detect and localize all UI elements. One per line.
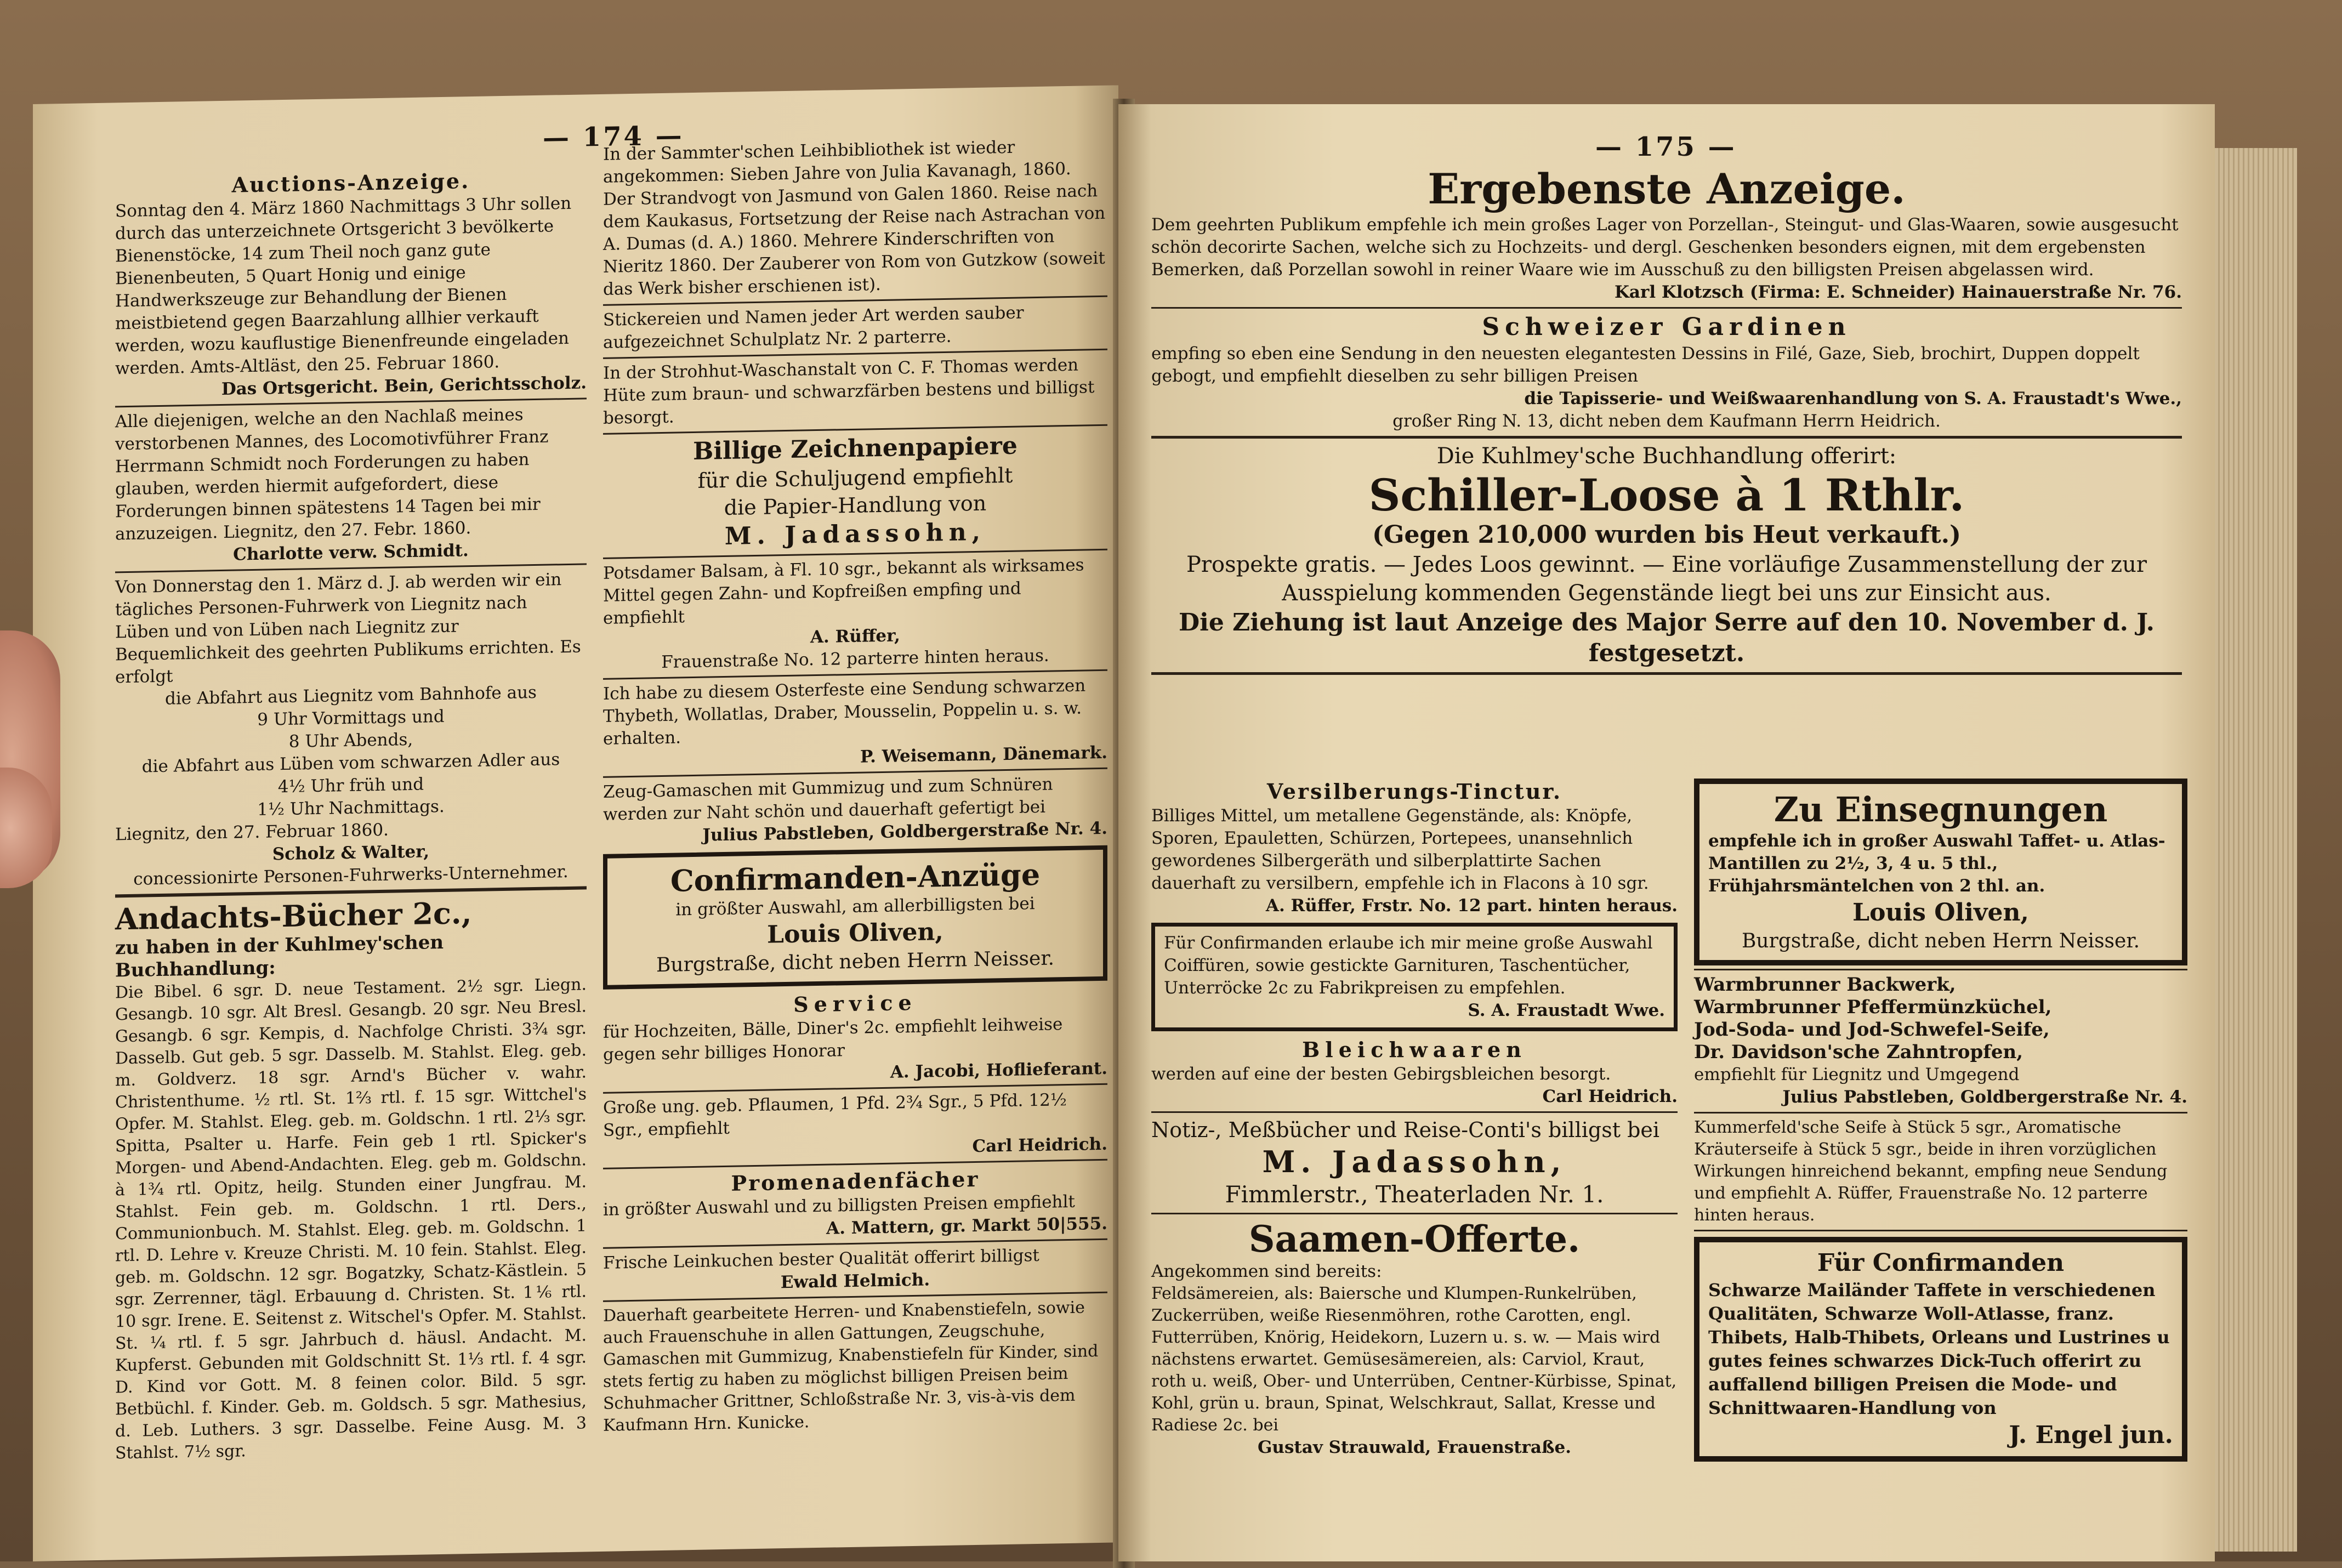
balsam-name: A. Rüffer, xyxy=(810,626,900,647)
andacht-title: Andachts-Bücher 2c., xyxy=(115,895,472,937)
lein-text: Frische Leinkuchen bester Qualität offerirt billigst xyxy=(603,1245,1039,1273)
fuhr-sign-sub: concessionirte Personen-Fuhrwerks-Unternehmer. xyxy=(133,861,569,889)
tinct-title: Versilberungs-Tinctur. xyxy=(1266,779,1562,804)
warm-name: Julius Pabstleben, Goldbergerstraße Nr. 4. xyxy=(1782,1087,2187,1107)
promen-title: Promenadenfächer xyxy=(731,1166,980,1196)
service-title: Service xyxy=(793,990,917,1017)
auction-text: Sonntag den 4. März 1860 Nachmittags 3 Uhr sollen durch das unterzeichnete Ortsgericht 3 bevölkerte Bienenstöcke, 14 zum Theil noch ganz gute Bienenbeuten, 5 Quart Honig und einige Handwerkszeuge zur Behandlung der Bienen meistbietend gegen Baarzahlung allhier verkauft werden, wozu kauflustige Bienenfreunde eingeladen werden. Amts-Altläst, den 25. Februar 1860. xyxy=(115,193,572,379)
fuer-text: Schwarze Mailänder Taffete in verschiedenen Qualitäten, Schwarze Woll-Atlasse, franz. Thibets, Halb-Thibets, Orleans und Lustrines u gutes feines schwarzes Dick-Tuch offerirt zu auffallend billigen Preisen die Mode- und Schnittwaaren-Handlung von xyxy=(1708,1280,2170,1418)
gamasch-text: Zeug-Gamaschen mit Gummizug und zum Schnüren werden zur Naht schön und dauerhaft gefertigt bei xyxy=(603,774,1053,825)
warm-line: Warmbrunner Pfeffermünzküchel, xyxy=(1694,996,2052,1018)
leih-text: In der Sammter'schen Leihbibliothek ist wieder angekommen: Sieben Jahre von Julia Kavanagh, 1860. Der Strandvogt von Jasmund von Galen 1860. Reise nach dem Kaukasus, Fortsetzung der Reise nach Astrachan von A. Dumas (d. A.) 1860. Mehrere Kinderschriften von Nieritz 1860. Der Zauberer von Rom von Gutzkow (soweit das Werk bisher erschienen ist). xyxy=(603,137,1106,299)
open-book xyxy=(22,82,2303,1561)
oster-text: Ich habe zu diesem Osterfeste eine Sendung schwarzen Thybeth, Wollatlas, Draber, Mousselin, Poppelin u. s. w. erhalten. xyxy=(603,675,1086,749)
tinct-name: A. Rüffer, Frstr. No. 12 part. hinten heraus. xyxy=(1265,896,1678,916)
ergeb-sign: Karl Klotzsch (Firma: E. Schneider) Hainauerstraße Nr. 76. xyxy=(1614,282,2182,302)
left-page-column-1 xyxy=(115,166,587,1464)
service-text: für Hochzeiten, Bälle, Diner's 2c. empfiehlt leihweise gegen sehr billiges Honorar xyxy=(603,1014,1063,1065)
gard-name: die Tapisserie- und Weißwaarenhandlung von S. A. Fraustadt's Wwe., xyxy=(1524,389,2182,408)
fuhr-line: die Abfahrt aus Liegnitz vom Bahnhofe aus xyxy=(165,682,537,709)
saamen-text: Angekommen sind bereits: xyxy=(1151,1262,1382,1281)
right-page-top xyxy=(1151,164,2182,678)
notiz-name: M. Jadassohn, xyxy=(1262,1144,1567,1179)
tinct-text: Billiges Mittel, um metallene Gegenstände, als: Knöpfe, Sporen, Epauletten, Schürzen, Portepees, unansehnlich gewordenes Silbergeräth und silberplattirte Sachen dauerhaft zu versilbern, empfehle ich in Flacons à 10 sgr. xyxy=(1151,806,1649,893)
schiller-text: Prospekte gratis. — Jedes Loos gewinnt. — Eine vorläufige Zusammenstellung der zur Ausspielung kommenden Gegenstände liegt bei uns zur Einsicht aus. xyxy=(1186,552,2147,606)
left-page xyxy=(33,85,1118,1561)
einseg-name: Louis Oliven, xyxy=(1852,899,2029,927)
bleich-title: Bleichwaaren xyxy=(1302,1037,1527,1062)
saamen-name: Gustav Strauwald, Frauenstraße. xyxy=(1257,1438,1572,1457)
schuh-text: Dauerhaft gearbeitete Herren- und Knabenstiefeln, sowie auch Frauenschuhe in allen Gattungen, Zeugschuhe, Gamaschen mit Gummizug, Knabenstiefeln für Kinder, sind stets fertig zu haben zu möglichst billigen Preisen beim Schuhmacher Grittner, Schloßstraße Nr. 3, vis-à-vis dem Kaufmann Hrn. Kunicke. xyxy=(603,1298,1099,1435)
schiller-sub: (Gegen 210,000 wurden bis Heut verkauft.) xyxy=(1372,521,1961,549)
konfirmanden-ad-box xyxy=(603,845,1107,990)
coif-text: Für Confirmanden erlaube ich mir meine große Auswahl Coiffüren, sowie gestickte Garnituren, Taschentücher, Unterröcke 2c zu Fabrikpreisen zu empfehlen. xyxy=(1164,933,1653,998)
warm-text: empfiehlt für Liegnitz und Umgegend xyxy=(1694,1065,2020,1084)
fuhr-date: Liegnitz, den 27. Februar 1860. xyxy=(115,820,389,845)
konf-addr: Burgstraße, dicht neben Herrn Neisser. xyxy=(656,947,1055,977)
bleich-name: Carl Heidrich. xyxy=(1542,1087,1678,1106)
fuhr-line: 1½ Uhr Nachmittags. xyxy=(257,796,445,820)
pflaumen-name: Carl Heidrich. xyxy=(972,1134,1107,1157)
promen-text: in größter Auswahl und zu billigsten Preisen empfiehlt xyxy=(603,1191,1075,1220)
zeichen-name: M. Jadassohn, xyxy=(724,518,986,550)
estate-sign: Charlotte verw. Schmidt. xyxy=(233,541,469,565)
warm-line: Jod-Soda- und Jod-Schwefel-Seife, xyxy=(1694,1019,2050,1041)
divider xyxy=(1694,1230,2187,1231)
right-page-column-2 xyxy=(1694,779,2187,1462)
einseg-text: empfehle ich in großer Auswahl Taffet- u. Atlas-Mantillen zu 2½, 3, 4 u. 5 thl., Frühjahrsmäntelchen von 2 thl. an. xyxy=(1708,831,2165,896)
schiller-bold: Die Ziehung ist laut Anzeige des Major Serre auf den 10. November d. J. festgesetzt. xyxy=(1179,609,2155,667)
warm-line: Dr. Davidson'sche Zahntropfen, xyxy=(1694,1041,2023,1063)
coiffuren-ad-box xyxy=(1151,923,1678,1031)
divider xyxy=(1151,436,2182,439)
konf-title: Confirmanden-Anzüge xyxy=(670,856,1041,899)
right-page xyxy=(1118,104,2215,1561)
zeichen-title: Billige Zeichnenpapiere xyxy=(693,431,1017,465)
einsegnungen-ad-box xyxy=(1694,779,2187,965)
konf-line: in größter Auswahl, am allerbilligsten bei xyxy=(675,894,1035,920)
fuhr-line: die Abfahrt aus Lüben vom schwarzen Adler aus xyxy=(141,749,560,777)
balsam-addr: Frauenstraße No. 12 parterre hinten heraus. xyxy=(661,645,1049,672)
auction-sign: Das Ortsgericht. Bein, Gerichtsscholz. xyxy=(221,373,587,399)
balsam-text: Potsdamer Balsam, à Fl. 10 sgr., bekannt als wirksames Mittel gegen Zahn- und Kopfreißen empfing und empfiehlt xyxy=(603,555,1084,628)
page-edges xyxy=(2215,148,2297,1552)
fuhr-sign: Scholz & Walter, xyxy=(272,842,430,865)
bleich-text: werden auf eine der besten Gebirgsbleichen besorgt. xyxy=(1151,1064,1611,1084)
einseg-addr: Burgstraße, dicht neben Herrn Neisser. xyxy=(1741,930,2140,952)
right-page-column-1 xyxy=(1151,779,1678,1459)
gard-addr: großer Ring N. 13, dicht neben dem Kaufmann Herrn Heidrich. xyxy=(1392,411,1941,431)
ergeb-title: Ergebenste Anzeige. xyxy=(1428,164,1906,213)
service-name: A. Jacobi, Hoflieferant. xyxy=(890,1058,1107,1082)
zeichen-line: die Papier-Handlung von xyxy=(724,491,987,520)
fuhr-text: Von Donnerstag den 1. März d. J. ab werden wir ein tägliches Personen-Fuhrwerk von Liegnitz nach Lüben und von Lüben nach Liegnitz zur Bequemlichkeit des geehrten Publikums errichten. Es erfolgt xyxy=(115,570,581,688)
konf-name: Louis Oliven, xyxy=(767,918,943,949)
divider xyxy=(1151,307,2182,309)
notiz-text: Notiz-, Meßbücher und Reise-Conti's billigst bei xyxy=(1151,1118,1660,1142)
fuer-title: Für Confirmanden xyxy=(1817,1249,2065,1277)
andacht-text: Die Bibel. 6 sgr. D. neue Testament. 2½ sgr. Liegn. Gesangb. 10 sgr. Alt Bresl. Gesangb. 20 sgr. Neu Bresl. Gesangb. 6 sgr. Kempis, d. Nachfolge Christi. 3¾ sgr. Dasselb. Gut geb. 5 sgr. Dasselb. M. Stahlst. Eleg. geb. m. Goldverz. 18 sgr. Arnd's Bücher v. wahr. Christenthume. ½ rtl. St. 1⅔ rtl. f. 15 sgr. Wittchel's Opfer. M. Stahlst. Eleg. geb. m. Goldschn. 1 rtl. 2⅓ sgr. Spitta, Psalter u. Harfe. Fein geb 1 rtl. Spicker's Morgen- und Abend-Andachten. Eleg. geb m. Goldschn. à 1¾ rtl. Opitz, heilg. Stunden einer Jungfrau. M. Stahlst. Fein geb. m. Goldschn. 1 rtl. Ders., Communionbuch. M. Stahlst. Eleg. geb. m. Goldschn. 1 rtl. D. Lehre v. Kreuze Christi. M. 10 fein. Stahlst. Eleg. geb. m. Goldschn. 12 sgr. Bogatzky, Schatz-Kästlein. 5 sgr. Zerrenner, tägl. Erbauung d. Christen. St. 1⅙ rtl. 10 sgr. Irene. E. Seitenst z. Witschel's Opfer. M. Stahlst. St. ¼ rtl. f. 5 sgr. Jahrbuch d. häusl. Andacht. M. Kupferst. Gebunden mit Goldschnitt St. 1⅓ rtl. f. 4 sgr. D. Kind vor Gott. M. 8 feinen color. Bild. 5 sgr. Betbüchl. f. Kinder. Geb. m. Goldsch. 5 sgr. Mathesius, d. Leb. Luthers. 3 sgr. Dasselbe. Feine Ausg. M. 3 Stahlst. 7½ sgr. xyxy=(115,975,587,1463)
gard-title: Schweizer Gardinen xyxy=(1482,313,1851,341)
saamen-title: Saamen-Offerte. xyxy=(1248,1218,1581,1260)
divider xyxy=(1151,1213,1678,1214)
warm-line: Warmbrunner Backwerk, xyxy=(1694,974,1956,996)
kummer-text: Kummerfeld'sche Seife à Stück 5 sgr., Aromatische Kräuterseife à Stück 5 sgr., beide in ihren vorzüglichen Wirkungen hinreichend bekannt, empfing neue Sendung und empfiehlt A. Rüffer, Frauenstraße No. 12 parterre hinten heraus. xyxy=(1694,1118,2168,1225)
divider xyxy=(1694,969,2187,970)
divider xyxy=(1151,672,2182,675)
gard-text: empfing so eben eine Sendung in den neuesten elegantesten Dessins in Filé, Gaze, Sieb, brochirt, Duppen doppelt gebogt, und empfiehlt dieselben zu sehr billigen Preisen xyxy=(1151,344,2140,386)
schiller-title: Schiller-Loose à 1 Rthlr. xyxy=(1368,469,1965,521)
gamasch-name: Julius Pabstleben, Goldbergerstraße Nr. 4. xyxy=(702,818,1107,845)
kuhl-line: Die Kuhlmey'sche Buchhandlung offerirt: xyxy=(1436,444,1897,469)
notiz-addr: Fimmlerstr., Theaterladen Nr. 1. xyxy=(1225,1181,1604,1208)
fuhr-line: 8 Uhr Abends, xyxy=(288,729,413,752)
lein-name: Ewald Helmich. xyxy=(780,1270,930,1293)
stick-text: Stickereien und Namen jeder Art werden sauber aufgezeichnet Schulplatz Nr. 2 parterre. xyxy=(603,303,1024,353)
oster-name: P. Weisemann, Dänemark. xyxy=(860,742,1107,767)
pflaumen-text: Große ung. geb. Pflaumen, 1 Pfd. 2¾ Sgr., 5 Pfd. 12½ Sgr., empfiehlt xyxy=(603,1090,1067,1140)
fuer-konfirmanden-ad-box xyxy=(1694,1237,2187,1462)
andacht-subtitle: zu haben in der Kuhlmey'schen Buchhandlung: xyxy=(115,931,444,982)
page-number-left: — 174 — xyxy=(543,120,684,154)
promen-name: A. Mattern, gr. Markt 50|555. xyxy=(826,1213,1107,1239)
divider xyxy=(1151,1111,1678,1113)
divider xyxy=(1694,1112,2187,1113)
fuhr-line: 9 Uhr Vormittags und xyxy=(257,706,445,730)
stroh-text: In der Strohhut-Waschanstalt von C. F. Thomas werden Hüte zum braun- und schwarzfärben bestens und billigst besorgt. xyxy=(603,355,1095,428)
auction-title: Auctions-Anzeige. xyxy=(231,168,470,197)
einseg-title: Zu Einsegnungen xyxy=(1773,789,2108,830)
zeichen-line: für die Schuljugend empfiehlt xyxy=(697,463,1013,493)
coif-name: S. A. Fraustadt Wwe. xyxy=(1468,1001,1665,1020)
saamen-list: Feldsämereien, als: Baiersche und Klumpen-Runkelrüben, Zuckerrüben, weiße Riesenmöhren, rothe Carotten, engl. Futterrüben, Knörig, Heidekorn, Luzern u. s. w. — Mais wird nächstens erwartet. Gemüsesämereien, als: Carviol, Kraut, roth u. weiß, Ober- und Unterrüben, Centner-Kürbisse, Spinat, Kohl, grün u. braun, Spinat, Welschkraut, Sallat, Kresse und Radiese 2c. bei xyxy=(1151,1284,1677,1435)
ergeb-text: Dem geehrten Publikum empfehle ich mein großes Lager von Porzellan-, Steingut- und Glas-Waaren, sowie ausgesucht schön decorirte Sachen, welche sich zu Hochzeits- und dergl. Geschenken besonders eignen, mit dem ergebensten Bemerken, daß Porzellan sowohl in reiner Waare wie im Ausschuß zu den billigsten Preisen abgelassen wird. xyxy=(1151,215,2179,280)
page-number-right: — 175 — xyxy=(1595,132,1737,162)
fuer-name: J. Engel jun. xyxy=(2009,1421,2173,1449)
estate-text: Alle diejenigen, welche an den Nachlaß meines verstorbenen Mannes, des Locomotivführer Franz Herrmann Schmidt noch Forderungen zu haben glauben, werden hiermit aufgefordert, diese Forderungen binnen spätestens 14 Tagen bei mir anzuzeigen. Liegnitz, den 27. Febr. 1860. xyxy=(115,405,549,544)
fuhr-line: 4½ Uhr früh und xyxy=(277,774,424,797)
left-page-column-2 xyxy=(603,135,1107,1437)
